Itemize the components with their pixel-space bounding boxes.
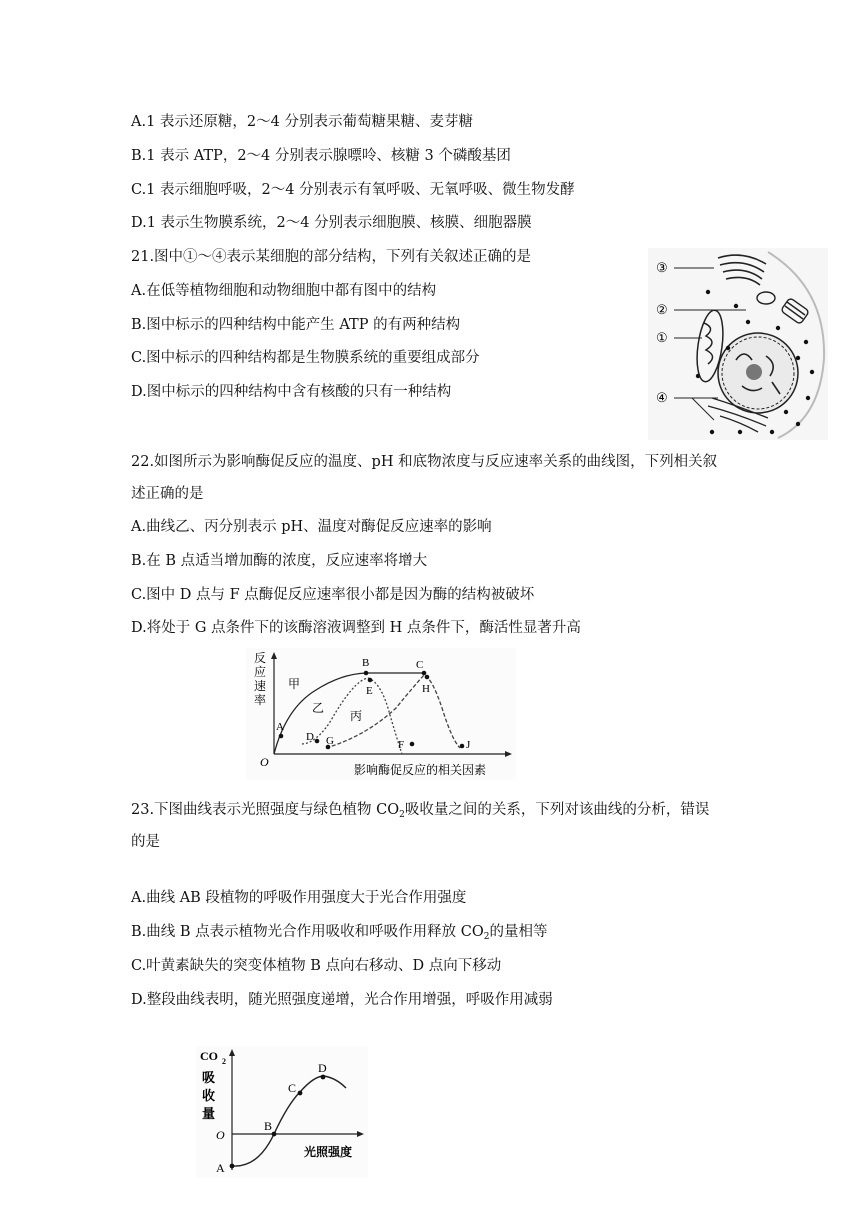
point-b (364, 671, 369, 676)
q22-enzyme-graph (246, 648, 516, 780)
y-label-co: CO (200, 1049, 218, 1063)
q22-stem-line1: 22.如图所示为影响酶促反应的温度、pH 和底物浓度与反应速率关系的曲线图，下列相关叙 (131, 454, 718, 470)
q23-option-c: C.叶黄素缺失的突变体植物 B 点向右移动、D 点向下移动 (131, 958, 502, 974)
x-axis-label: 影响酶促反应的相关因素 (354, 763, 487, 777)
q23-light-graph (196, 1046, 368, 1178)
q21-cell-figure (648, 248, 828, 440)
y-label-char: 收 (202, 1088, 216, 1103)
q20-option-d: D.1 表示生物膜系统，2～4 分别表示细胞膜、核膜、细胞器膜 (131, 215, 532, 231)
q21-option-a: A.在低等植物细胞和动物细胞中都有图中的结构 (131, 283, 437, 299)
point-label-f: F (398, 739, 405, 751)
q21-stem: 21.图中①～④表示某细胞的部分结构，下列有关叙述正确的是 (131, 249, 532, 265)
q21-option-c: C.图中标示的四种结构都是生物膜系统的重要组成部分 (131, 350, 480, 366)
y-label-char: 率 (254, 693, 267, 707)
point-c (298, 1091, 303, 1096)
point-label-a: A (276, 721, 284, 733)
q21-option-b: B.图中标示的四种结构中能产生 ATP 的有两种结构 (131, 317, 461, 333)
point-label-b: B (264, 1119, 273, 1133)
y-label-char: 速 (254, 679, 267, 693)
y-label-char: 吸 (202, 1070, 216, 1085)
point-f (410, 742, 415, 747)
y-label-char: 反 (254, 651, 267, 665)
point-label-c: C (288, 1081, 297, 1095)
y-label-char: 应 (254, 665, 267, 679)
point-label-g: G (326, 735, 334, 747)
label-yi: 乙 (312, 701, 325, 715)
q21-option-d: D.图中标示的四种结构中含有核酸的只有一种结构 (131, 384, 452, 400)
q23-option-b: B.曲线 B 点表示植物光合作用吸收和呼吸作用释放 $CO_2$的量相等 (131, 924, 548, 942)
x-axis-label: 光照强度 (304, 1145, 353, 1159)
y-label-char: 量 (202, 1106, 216, 1121)
origin-label: O (216, 1128, 225, 1142)
point-e (368, 678, 373, 683)
q22-option-a: A.曲线乙、丙分别表示 pH、温度对酶促反应速率的影响 (131, 519, 492, 535)
point-label-e: E (366, 685, 373, 697)
q23-stem-line1: 23.下图曲线表示光照强度与绿色植物 $CO_2$吸收量之间的关系，下列对该曲线的分析，错误 (131, 802, 710, 820)
q20-option-a: A.1 表示还原糖，2～4 分别表示葡萄糖果糖、麦芽糖 (131, 114, 473, 130)
q23-stem-line2: 的是 (131, 834, 160, 850)
point-a (230, 1164, 235, 1169)
point-a (279, 734, 284, 739)
label-jia: 甲 (288, 677, 301, 691)
point-label-c: C (416, 659, 424, 671)
q20-option-c: C.1 表示细胞呼吸，2～4 分别表示有氧呼吸、无氧呼吸、微生物发酵 (131, 182, 575, 198)
point-label-h: H (422, 683, 430, 695)
label-2: ② (656, 302, 668, 317)
q23-option-a: A.曲线 AB 段植物的呼吸作用强度大于光合作用强度 (131, 890, 467, 906)
point-d (321, 1075, 326, 1080)
label-3: ③ (656, 260, 668, 275)
label-bing: 丙 (350, 709, 363, 723)
point-j (460, 744, 465, 749)
point-b (272, 1132, 277, 1137)
y-label-sub: 2 (222, 1057, 226, 1066)
point-h (425, 675, 430, 680)
q22-option-b: B.在 B 点适当增加酶的浓度，反应速率将增大 (131, 553, 428, 569)
q22-stem-line2: 述正确的是 (131, 486, 204, 502)
label-1: ① (656, 330, 668, 345)
point-c (422, 671, 427, 676)
q23-option-d: D.整段曲线表明，随光照强度递增，光合作用增强，呼吸作用减弱 (131, 992, 553, 1008)
point-label-d: D (306, 731, 314, 743)
nucleus (718, 333, 798, 413)
point-label-a: A (216, 1161, 225, 1175)
q22-option-c: C.图中 D 点与 F 点酶促反应速率很小都是因为酶的结构被破坏 (131, 587, 535, 603)
q22-option-d: D.将处于 G 点条件下的该酶溶液调整到 H 点条件下，酶活性显著升高 (131, 620, 581, 636)
q20-option-b: B.1 表示 ATP，2～4 分别表示腺嘌呤、核糖 3 个磷酸基团 (131, 148, 511, 164)
point-label-j: J (466, 739, 471, 751)
origin-label: O (260, 755, 269, 769)
point-d (315, 739, 320, 744)
point-label-d: D (318, 1061, 327, 1075)
point-label-b: B (362, 657, 370, 669)
label-4: ④ (656, 390, 668, 405)
